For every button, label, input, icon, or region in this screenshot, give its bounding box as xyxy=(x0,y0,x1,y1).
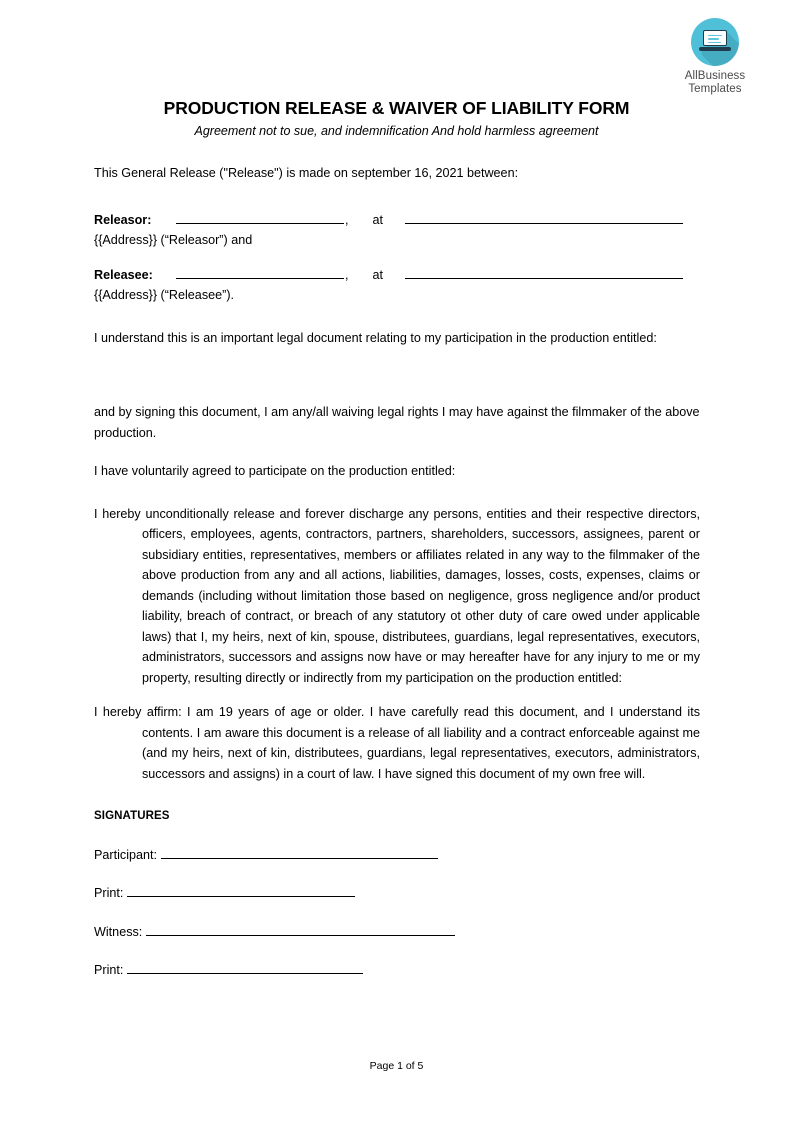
spacer xyxy=(94,827,700,845)
participant-label: Participant: xyxy=(94,847,157,862)
releasor-comma: , xyxy=(345,212,349,227)
spacer xyxy=(94,482,700,504)
release-paragraph: I hereby unconditionally release and forever discharge any persons, entities and their respective directors, officers, employees, agents, contractors, partners, shareholders, successors, assignees, parent or subsidiary entities, representatives, members or affiliates related in any way to the filmmaker of the above production from any and all actions, liabilities, damages, losses, costs, expenses, claims or demands (including without limitation those based on negligence, gross negligence and/or product liability, breach of contract, or breach of any statutory ot other duty of care owed under applicable laws) that I, my heirs, next of kin, spouse, distributees, guardians, legal representatives, executors, administrators, successors and assigns now have or may hereafter have for any injury to me or my property, resulting directly or indirectly from my participation on the production entitled: xyxy=(94,506,700,685)
document-subtitle: Agreement not to sue, and indemnification And hold harmless agreement xyxy=(194,124,599,138)
participant-print-row xyxy=(94,883,700,904)
releasee-at-label: at xyxy=(372,267,384,282)
laptop-screen xyxy=(703,30,727,46)
laptop-screen-line xyxy=(708,42,721,44)
releasee-row xyxy=(94,265,700,286)
spacer xyxy=(94,904,700,922)
signatures-heading: SIGNATURES xyxy=(94,810,170,822)
witness-signature-field[interactable] xyxy=(146,922,455,936)
releasor-at-label: at xyxy=(372,212,384,227)
witness-print-field[interactable] xyxy=(127,960,363,974)
releasor-address-field[interactable] xyxy=(405,210,683,224)
spacer xyxy=(94,184,700,210)
laptop-screen-line xyxy=(708,38,719,40)
participant-print-label: Print: xyxy=(94,886,124,900)
participant-signature-field[interactable] xyxy=(161,845,438,859)
releasor-name-field[interactable] xyxy=(176,210,344,224)
voluntarily-paragraph: I have voluntarily agreed to participate on the production entitled: xyxy=(94,464,456,478)
signing-paragraph: and by signing this document, I am any/all waiving legal rights I may have against the filmmaker of the above production. xyxy=(94,405,700,440)
releasee-address-field[interactable] xyxy=(405,265,683,279)
releasee-label: Releasee: xyxy=(94,267,153,282)
releasee-name-field[interactable] xyxy=(176,265,344,279)
affirm-paragraph: I hereby affirm: I am 19 years of age or older. I have carefully read this document, and I understand its contents. I am aware this document is a release of all liability and a contract enforceable against me (and my heirs, next of kin, distributees, guardians, legal representatives, executors, administrators, successors and assigns) in a court of law. I have signed this document of my own free will. xyxy=(94,705,700,781)
allbusiness-templates-logo xyxy=(663,18,767,96)
spacer xyxy=(94,251,700,265)
releasee-comma: , xyxy=(345,267,349,282)
spacer xyxy=(94,443,700,461)
releasor-row xyxy=(94,210,700,231)
releasor-label: Releasor: xyxy=(94,212,152,227)
spacer xyxy=(94,784,700,806)
witness-label: Witness: xyxy=(94,924,143,939)
releasee-address-note: {{Address}} (“Releasee”). xyxy=(94,288,235,302)
document-title: PRODUCTION RELEASE & WAIVER OF LIABILITY FORM xyxy=(163,98,630,118)
spacer xyxy=(94,865,700,883)
laptop-icon xyxy=(699,30,731,54)
spacer xyxy=(94,348,700,402)
spacer xyxy=(94,688,700,702)
participant-print-field[interactable] xyxy=(127,883,355,897)
releasor-address-note: {{Address}} (“Releasor”) and xyxy=(94,233,253,247)
witness-print-label: Print: xyxy=(94,963,124,977)
document-body xyxy=(94,163,700,981)
laptop-screen-line xyxy=(708,35,722,37)
logo-text-line1: AllBusiness xyxy=(684,70,746,82)
logo-text xyxy=(663,70,767,96)
spacer xyxy=(94,942,700,960)
laptop-base xyxy=(699,47,731,51)
understand-paragraph: I understand this is an important legal document relating to my participation in the production entitled: xyxy=(94,330,657,345)
witness-signature-row xyxy=(94,922,700,943)
page-footer: Page 1 of 5 xyxy=(369,1060,424,1072)
spacer xyxy=(94,306,700,328)
intro-paragraph: This General Release ("Release") is made on september 16, 2021 between: xyxy=(94,166,519,180)
logo-text-line2: Templates xyxy=(688,83,742,95)
logo-circle xyxy=(691,18,739,66)
participant-signature-row xyxy=(94,845,700,866)
witness-print-row xyxy=(94,960,700,981)
